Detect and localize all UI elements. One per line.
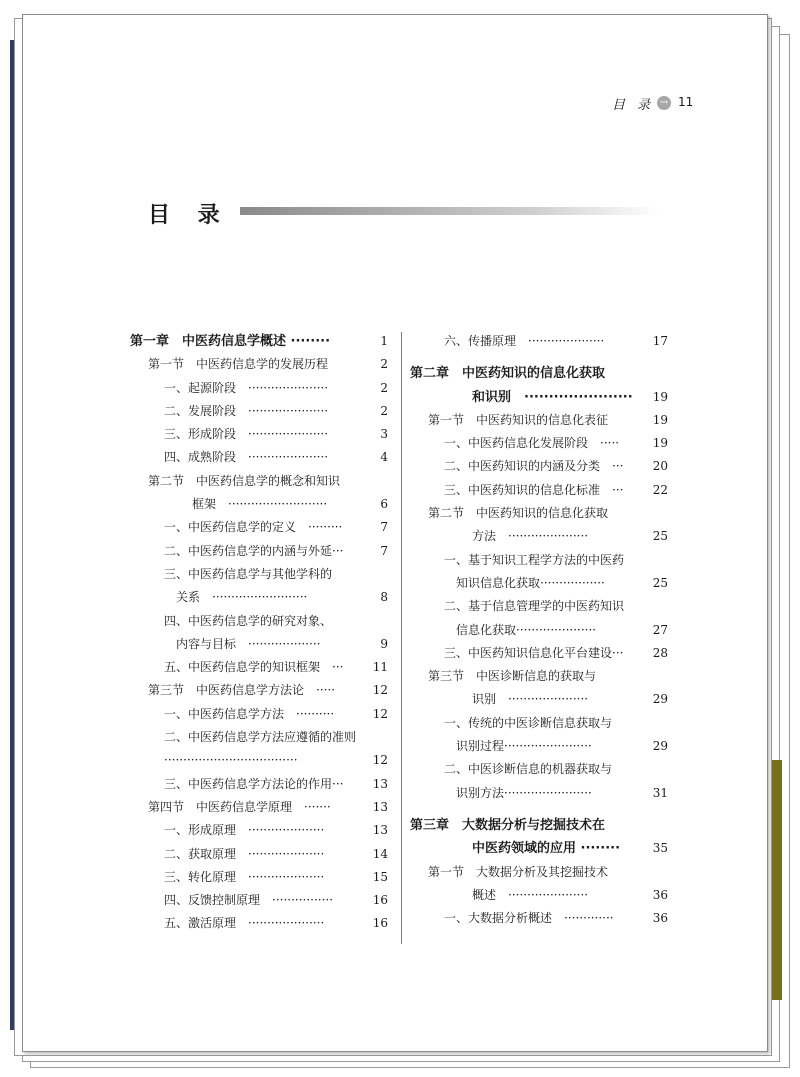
toc-entry-page-number: 29 xyxy=(652,692,668,707)
toc-entry-title: 知识信息化获取················· xyxy=(456,575,605,590)
toc-entry[interactable] xyxy=(130,400,388,423)
toc-entry[interactable] xyxy=(130,866,388,889)
toc-entry[interactable] xyxy=(410,432,668,455)
toc-entry-title: 三、转化原理 ···················· xyxy=(164,869,325,884)
toc-entry-title: 五、激活原理 ···················· xyxy=(164,916,325,931)
toc-entry-title: ··································· xyxy=(164,753,298,768)
toc-entry[interactable] xyxy=(410,758,668,781)
toc-entry[interactable] xyxy=(410,642,668,665)
toc-entry-title: 一、中医药信息化发展阶段 ····· xyxy=(444,436,620,451)
toc-entry[interactable] xyxy=(410,525,668,548)
toc-entry[interactable] xyxy=(130,633,388,656)
toc-entry[interactable] xyxy=(410,907,668,930)
toc-entry-page-number: 3 xyxy=(380,427,388,442)
toc-entry-title: 四、中医药信息学的研究对象、 xyxy=(164,613,333,628)
toc-entry[interactable] xyxy=(130,353,388,376)
toc-entry-page-number: 12 xyxy=(372,706,388,721)
toc-entry-title: 六、传播原理 ···················· xyxy=(444,334,605,348)
toc-entry-title: 概述 ····················· xyxy=(472,887,589,902)
toc-entry-title: 二、发展阶段 ····················· xyxy=(164,403,329,418)
toc-entry-title: 第三节 中医诊断信息的获取与 xyxy=(428,669,597,684)
toc-entry-title: 一、中医药信息学的定义 ········· xyxy=(164,520,343,535)
toc-entry-title: 第二节 中医药信息学的概念和知识 xyxy=(148,473,341,488)
toc-entry-page-number: 28 xyxy=(652,645,668,660)
toc-entry-page-number: 7 xyxy=(380,520,388,535)
toc-entry-title: 三、中医药知识信息化平台建设··· xyxy=(444,645,624,660)
toc-entry[interactable] xyxy=(410,712,668,735)
toc-entry-page-number: 19 xyxy=(652,436,668,451)
toc-entry[interactable] xyxy=(130,586,388,609)
toc-entry-title: 一、传统的中医诊断信息获取与 xyxy=(444,715,613,730)
toc-entry[interactable] xyxy=(130,889,388,912)
toc-entry[interactable] xyxy=(410,502,668,525)
toc-entry-page-number: 35 xyxy=(652,841,668,856)
toc-entry[interactable] xyxy=(130,656,388,679)
toc-entry[interactable] xyxy=(410,549,668,572)
toc-entry-page-number: 2 xyxy=(380,403,388,418)
toc-entry-title: 识别方法······················· xyxy=(456,785,592,800)
toc-entry-page-number: 4 xyxy=(380,450,388,465)
toc-entry-page-number: 2 xyxy=(380,380,388,395)
toc-entry-title: 第三节 中医药信息学方法论 ····· xyxy=(148,683,336,698)
toc-entry-page-number: 16 xyxy=(372,916,388,931)
toc-entry-title: 五、中医药信息学的知识框架 ··· xyxy=(164,660,344,675)
toc-left-column xyxy=(130,330,388,936)
toc-entry[interactable] xyxy=(130,726,388,749)
running-header-label: 目 录 xyxy=(612,98,655,113)
toc-entry-title: 三、形成阶段 ····················· xyxy=(164,427,329,442)
toc-entry[interactable] xyxy=(130,912,388,935)
toc-entry-page-number: 19 xyxy=(652,389,668,404)
toc-entry-title: 一、起源阶段 ····················· xyxy=(164,380,329,395)
toc-entry-title: 第一节 中医药知识的信息化表征 xyxy=(428,412,609,427)
toc-entry-title: 中医药领域的应用 ········ xyxy=(472,841,621,857)
toc-entry-title: 四、反馈控制原理 ················ xyxy=(164,893,334,908)
toc-entry-page-number: 8 xyxy=(380,590,388,605)
toc-entry-page-number: 13 xyxy=(372,799,388,814)
column-divider xyxy=(401,332,402,944)
toc-entry-title: 一、中医药信息学方法 ·········· xyxy=(164,706,335,721)
toc-entry-page-number: 22 xyxy=(652,482,668,497)
toc-entry-title: 第四节 中医药信息学原理 ······· xyxy=(148,799,331,814)
running-header-page-number: 11 xyxy=(678,95,694,109)
toc-entry[interactable] xyxy=(410,782,668,805)
toc-entry[interactable] xyxy=(130,749,388,772)
toc-entry-title: 第一节 中医药信息学的发展历程 xyxy=(148,357,329,372)
toc-entry[interactable] xyxy=(410,330,668,353)
toc-entry-page-number: 13 xyxy=(372,823,388,838)
toc-entry[interactable] xyxy=(410,455,668,478)
toc-entry-page-number: 19 xyxy=(652,412,668,427)
toc-entry-title: 识别 ····················· xyxy=(472,692,589,707)
toc-entry-title: 四、成熟阶段 ····················· xyxy=(164,450,329,465)
toc-right-column xyxy=(410,330,668,930)
toc-entry[interactable] xyxy=(130,843,388,866)
toc-entry-title: 一、形成原理 ···················· xyxy=(164,823,325,838)
toc-entry-title: 二、中医诊断信息的机器获取与 xyxy=(444,762,613,777)
toc-entry[interactable] xyxy=(410,595,668,618)
toc-entry[interactable] xyxy=(410,884,668,907)
toc-entry[interactable] xyxy=(410,619,668,642)
toc-entry-title: 二、中医药信息学的内涵与外延··· xyxy=(164,543,344,558)
toc-entry-title: 框架 ·························· xyxy=(192,497,328,512)
title-decorative-bar xyxy=(240,207,660,215)
toc-entry-title: 一、基于知识工程学方法的中医药 xyxy=(444,552,625,567)
toc-entry-title: 三、中医药知识的信息化标准 ··· xyxy=(444,482,624,497)
toc-entry[interactable] xyxy=(130,796,388,819)
toc-entry[interactable] xyxy=(130,493,388,516)
toc-entry-page-number: 9 xyxy=(380,636,388,651)
toc-entry-page-number: 15 xyxy=(372,869,388,884)
toc-entry-page-number: 7 xyxy=(380,543,388,558)
toc-entry[interactable] xyxy=(410,837,668,860)
toc-entry-title: 识别过程······················· xyxy=(456,739,592,754)
toc-entry-page-number: 36 xyxy=(652,911,668,926)
back-page-spine-olive xyxy=(772,760,782,1000)
toc-entry-page-number: 12 xyxy=(372,683,388,698)
toc-entry-title: 二、获取原理 ···················· xyxy=(164,846,325,861)
toc-entry-title: 第一节 大数据分析及其挖掘技术 xyxy=(428,864,609,879)
toc-entry-title: 内容与目标 ··················· xyxy=(176,636,321,651)
toc-entry-page-number: 25 xyxy=(652,575,668,590)
arrow-right-icon: → xyxy=(657,96,671,110)
toc-entry[interactable] xyxy=(130,703,388,726)
toc-entry-page-number: 25 xyxy=(652,529,668,544)
toc-entry-title: 二、中医药知识的内涵及分类 ··· xyxy=(444,459,624,474)
toc-entry[interactable] xyxy=(410,409,668,432)
toc-entry-title: 二、基于信息管理学的中医药知识 xyxy=(444,599,625,614)
toc-entry[interactable] xyxy=(130,819,388,842)
toc-entry-title: 一、大数据分析概述 ············· xyxy=(444,911,614,926)
toc-entry[interactable] xyxy=(410,861,668,884)
toc-entry[interactable] xyxy=(410,665,668,688)
toc-entry-page-number: 20 xyxy=(652,459,668,474)
toc-entry-page-number: 12 xyxy=(372,753,388,768)
toc-entry-page-number: 6 xyxy=(380,497,388,512)
toc-entry-title: 第二节 中医药知识的信息化获取 xyxy=(428,506,609,521)
toc-entry[interactable] xyxy=(410,688,668,711)
toc-entry[interactable] xyxy=(410,735,668,758)
toc-entry-title: 第一章 中医药信息学概述 ········ xyxy=(130,334,331,349)
toc-entry-title: 信息化获取····················· xyxy=(456,622,597,637)
toc-entry[interactable] xyxy=(130,330,388,353)
toc-entry-title: 方法 ····················· xyxy=(472,529,589,544)
toc-entry-page-number: 11 xyxy=(372,660,388,675)
toc-entry[interactable] xyxy=(410,814,668,837)
toc-entry[interactable] xyxy=(130,540,388,563)
toc-entry[interactable] xyxy=(130,377,388,400)
toc-entry-page-number: 17 xyxy=(652,334,668,348)
toc-entry[interactable] xyxy=(130,516,388,539)
toc-entry[interactable] xyxy=(130,773,388,796)
toc-entry[interactable] xyxy=(410,362,668,385)
toc-entry[interactable] xyxy=(130,423,388,446)
toc-entry-page-number: 31 xyxy=(652,785,668,800)
toc-entry-title: 三、中医药信息学与其他学科的 xyxy=(164,566,333,581)
toc-entry[interactable] xyxy=(130,610,388,633)
toc-entry[interactable] xyxy=(410,386,668,409)
toc-entry-title: 二、中医药信息学方法应遵循的准则 xyxy=(164,730,357,745)
toc-entry-title: 和识别 ······················ xyxy=(472,389,633,405)
toc-entry[interactable] xyxy=(410,572,668,595)
toc-entry[interactable] xyxy=(130,470,388,493)
toc-entry-page-number: 1 xyxy=(380,334,388,348)
toc-entry-page-number: 14 xyxy=(372,846,388,861)
toc-entry-page-number: 29 xyxy=(652,739,668,754)
toc-entry-page-number: 16 xyxy=(372,893,388,908)
toc-entry-title: 三、中医药信息学方法论的作用··· xyxy=(164,776,344,791)
page-title: 目 录 xyxy=(148,203,230,228)
toc-entry[interactable] xyxy=(410,479,668,502)
toc-entry-page-number: 27 xyxy=(652,622,668,637)
toc-entry-page-number: 36 xyxy=(652,887,668,902)
toc-entry-title: 关系 ························· xyxy=(176,590,308,605)
toc-entry[interactable] xyxy=(130,679,388,702)
toc-entry-title: 第三章 大数据分析与挖掘技术在 xyxy=(410,817,606,833)
toc-entry[interactable] xyxy=(130,446,388,469)
toc-entry[interactable] xyxy=(130,563,388,586)
toc-entry-title: 第二章 中医药知识的信息化获取 xyxy=(410,366,606,382)
toc-entry-page-number: 13 xyxy=(372,776,388,791)
toc-entry-page-number: 2 xyxy=(380,357,388,372)
